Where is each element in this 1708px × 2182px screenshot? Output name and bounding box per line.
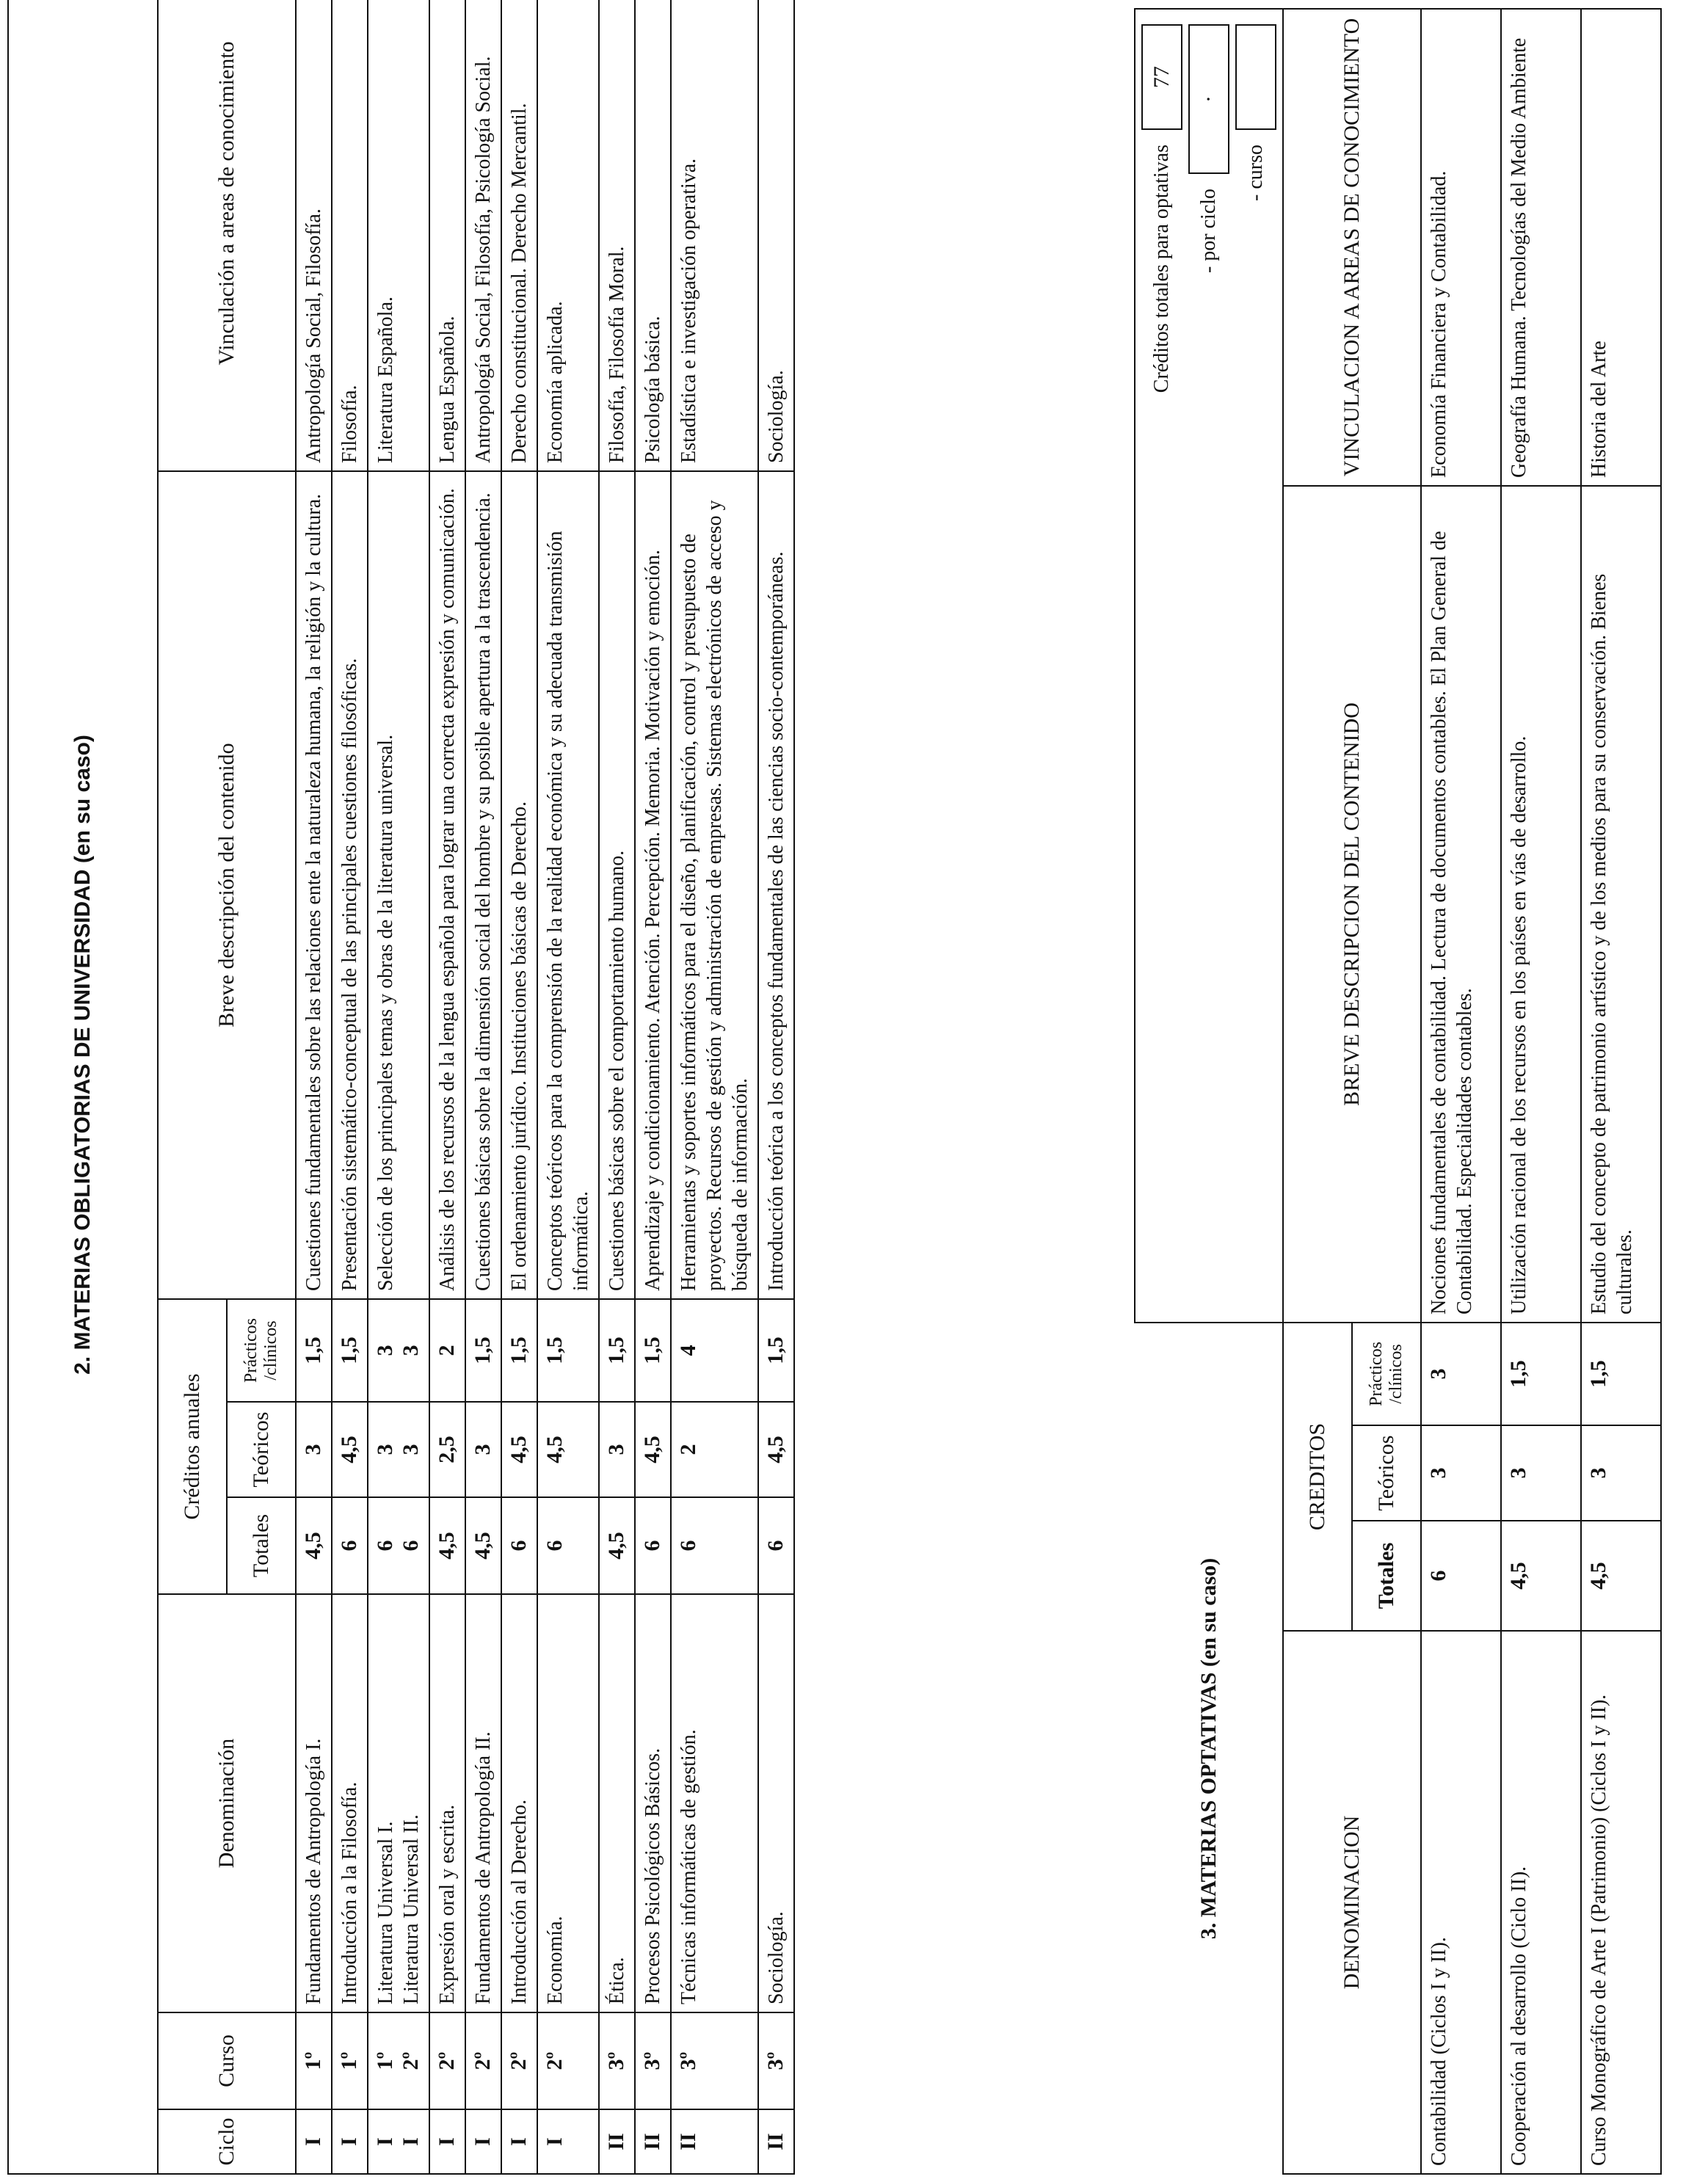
totales-value: 6 (399, 1540, 423, 1552)
totales-value: 6 (640, 1540, 664, 1552)
ciclo-value: I (435, 2137, 459, 2146)
cell-denominacion (635, 1594, 671, 2012)
cell-vinculacion: Derecho constitucional. Derecho Mercantil. (501, 0, 537, 471)
cell-practicos (501, 1299, 537, 1402)
cell-denominacion (332, 1594, 368, 2012)
cell-vinculacion: Literatura Española. (368, 0, 429, 471)
cell-curso (671, 2012, 758, 2109)
creditos-totales-value: 77 (1141, 24, 1182, 130)
cell-practicos (465, 1299, 501, 1402)
denominacion-value: Expresión oral y escrita. (436, 1804, 459, 2004)
cell-practicos (758, 1299, 794, 1402)
header-practicos: Prácticos /clínicos (227, 1299, 296, 1402)
opt-cell-practicos: 1,5 (1581, 1323, 1661, 1425)
cell-teoricos (368, 1402, 429, 1497)
teoricos-value: 4,5 (506, 1436, 531, 1463)
opt-cell-denominacion: Contabilidad (Ciclos I y II). (1421, 1631, 1501, 2174)
cell-denominacion (537, 1594, 599, 2012)
cell-teoricos (296, 1402, 332, 1497)
opt-cell-teoricos: 3 (1501, 1425, 1581, 1521)
opt-header-practicos: Prácticos /clínicos (1352, 1323, 1421, 1425)
cell-practicos (671, 1299, 758, 1402)
curso-value (1235, 24, 1276, 130)
cell-denominacion (296, 1594, 332, 2012)
cell-teoricos (599, 1402, 635, 1497)
cell-curso (368, 2012, 429, 2109)
creditos-optativas-box (1135, 9, 1283, 1323)
section-obligatorias (7, 10, 1097, 2175)
cell-denominacion (465, 1594, 501, 2012)
practicos-value: 3 (373, 1345, 397, 1356)
totales-value: 6 (506, 1540, 531, 1552)
table-row (758, 0, 794, 2174)
cell-ciclo (332, 2109, 368, 2174)
cell-descripcion: Cuestiones básicas sobre el comportamiento humano. (599, 471, 635, 1299)
cell-curso (296, 2012, 332, 2109)
totales-value: 4,5 (435, 1532, 459, 1560)
opt-cell-teoricos: 3 (1581, 1425, 1661, 1521)
opt-cell-practicos: 3 (1421, 1323, 1501, 1425)
totales-value: 6 (542, 1540, 567, 1552)
denominacion-value: Procesos Psicológicos Básicos. (642, 1748, 664, 2004)
denominacion-value: Ética. (606, 1957, 628, 2004)
ciclo-value: I (470, 2137, 495, 2146)
cell-vinculacion: Lengua Española. (429, 0, 465, 471)
ciclo-value: I (542, 2137, 567, 2146)
teoricos-value: 4,5 (763, 1436, 788, 1463)
cell-vinculacion: Antropología Social, Filosofía. (296, 0, 332, 471)
curso-value: 1º (337, 2051, 361, 2070)
opt-header-totales: Totales (1352, 1521, 1421, 1631)
cell-teoricos (465, 1402, 501, 1497)
cell-denominacion (671, 1594, 758, 2012)
por-ciclo-label: - por ciclo (1197, 188, 1220, 274)
teoricos-value: 3 (399, 1444, 423, 1455)
ciclo-value: I (373, 2137, 397, 2146)
ciclo-value: I (337, 2137, 361, 2146)
denominacion-value: Economía. (544, 1916, 567, 2004)
curso-value: 2º (399, 2051, 423, 2070)
optativas-body (1421, 9, 1661, 2174)
cell-totales (537, 1497, 599, 1594)
cell-totales (501, 1497, 537, 1594)
opt-cell-descripcion: Estudio del concepto de patrimonio artístico y de los medios para su conservación. Bienes culturales. (1581, 486, 1661, 1323)
teoricos-value: 2 (676, 1444, 700, 1455)
cell-descripcion: Herramientas y soportes informáticos para el diseño, planificación, control y presupuesto de proyectos. Recursos de gestión y administración de empresas. Sistemas electrónicos de acceso y búsqueda de información. (671, 471, 758, 1299)
cell-vinculacion: Antropología Social, Filosofía, Psicología Social. (465, 0, 501, 471)
cell-practicos (296, 1299, 332, 1402)
cell-descripcion: Aprendizaje y condicionamiento. Atención. Percepción. Memoria. Motivación y emoción. (635, 471, 671, 1299)
section2-title: 2. MATERIAS OBLIGATORIAS DE UNIVERSIDAD (en su caso) (8, 0, 158, 2174)
cell-teoricos (635, 1402, 671, 1497)
opt-cell-practicos: 1,5 (1501, 1323, 1581, 1425)
cell-vinculacion: Filosofía. (332, 0, 368, 471)
cell-curso (429, 2012, 465, 2109)
optativas-table (1134, 8, 1662, 2175)
cell-vinculacion: Filosofía, Filosofía Moral. (599, 0, 635, 471)
cell-ciclo (368, 2109, 429, 2174)
totales-value: 6 (373, 1540, 397, 1552)
practicos-value: 1,5 (604, 1337, 628, 1364)
header-teoricos: Teóricos (227, 1402, 296, 1497)
teoricos-value: 4,5 (640, 1436, 664, 1463)
cell-ciclo (296, 2109, 332, 2174)
curso-value: 2º (470, 2051, 495, 2070)
totales-value: 6 (763, 1540, 788, 1552)
cell-ciclo (758, 2109, 794, 2174)
curso-value: 2º (506, 2051, 531, 2070)
cell-curso (465, 2012, 501, 2109)
creditos-totales-label: Créditos totales para optativas (1150, 144, 1173, 393)
curso-label: - curso (1244, 144, 1267, 201)
denominacion-value: Fundamentos de Antropología II. (472, 1731, 495, 2004)
opt-cell-descripcion: Nociones fundamentales de contabilidad. Lectura de documentos contables. El Plan General de Contabilidad. Especialidades contables. (1421, 486, 1501, 1323)
cell-practicos (599, 1299, 635, 1402)
cell-descripcion: Cuestiones básicas sobre la dimensión social del hombre y su posible apertura a la trascendencia. (465, 471, 501, 1299)
denominacion-value: Literatura Universal I. (374, 1821, 397, 2004)
table-row (537, 0, 599, 2174)
obligatorias-body (296, 0, 794, 2174)
cell-curso (599, 2012, 635, 2109)
cell-vinculacion: Economía aplicada. (537, 0, 599, 471)
teoricos-value: 4,5 (542, 1436, 567, 1463)
table-row (332, 0, 368, 2174)
cell-teoricos (758, 1402, 794, 1497)
cell-ciclo (599, 2109, 635, 2174)
table-row (671, 0, 758, 2174)
header-curso: Curso (158, 2012, 296, 2109)
cell-totales (332, 1497, 368, 1594)
denominacion-value: Introducción al Derecho. (508, 1799, 531, 2004)
curso-value: 1º (301, 2051, 325, 2070)
cell-totales (635, 1497, 671, 1594)
table-row (296, 0, 332, 2174)
cell-descripcion: Análisis de los recursos de la lengua española para lograr una correcta expresión y comunicación. (429, 471, 465, 1299)
opt-cell-teoricos: 3 (1421, 1425, 1501, 1521)
table-row (635, 0, 671, 2174)
cell-denominacion (501, 1594, 537, 2012)
ciclo-value: II (640, 2133, 664, 2150)
table-row (368, 0, 429, 2174)
cell-curso (332, 2012, 368, 2109)
curso-value: 2º (542, 2051, 567, 2070)
ciclo-value: I (399, 2137, 423, 2146)
cell-practicos (635, 1299, 671, 1402)
curso-value: 2º (435, 2051, 459, 2070)
denominacion-value: Literatura Universal II. (400, 1814, 423, 2004)
cell-denominacion (758, 1594, 794, 2012)
cell-totales (758, 1497, 794, 1594)
opt-cell-descripcion: Utilización racional de los recursos en los países en vías de desarrollo. (1501, 486, 1581, 1323)
totales-value: 4,5 (301, 1532, 325, 1560)
practicos-value: 1,5 (337, 1337, 361, 1364)
cell-totales (429, 1497, 465, 1594)
denominacion-value: Introducción a la Filosofía. (338, 1781, 361, 2004)
cell-practicos (537, 1299, 599, 1402)
ciclo-value: I (506, 2137, 531, 2146)
cell-teoricos (671, 1402, 758, 1497)
totales-value: 6 (676, 1540, 700, 1552)
cell-totales (599, 1497, 635, 1594)
cell-descripcion: Introducción teórica a los conceptos fundamentales de las ciencias socio-contemporáneas. (758, 471, 794, 1299)
cell-ciclo (465, 2109, 501, 2174)
curso-value: 3º (763, 2051, 788, 2070)
totales-value: 6 (337, 1540, 361, 1552)
opt-cell-vinculacion: Geografía Humana. Tecnologías del Medio Ambiente (1501, 9, 1581, 486)
cell-denominacion (368, 1594, 429, 2012)
cell-teoricos (501, 1402, 537, 1497)
cell-curso (537, 2012, 599, 2109)
cell-teoricos (537, 1402, 599, 1497)
cell-curso (501, 2012, 537, 2109)
cell-ciclo (671, 2109, 758, 2174)
cell-curso (758, 2012, 794, 2109)
cell-curso (635, 2012, 671, 2109)
teoricos-value: 3 (604, 1444, 628, 1455)
opt-cell-denominacion: Curso Monográfico de Arte I (Patrimonio) (Ciclos I y II). (1581, 1631, 1661, 2174)
cell-descripcion: Presentación sistemático-conceptual de las principales cuestiones filosóficas. (332, 471, 368, 1299)
practicos-value: 1,5 (506, 1337, 531, 1364)
practicos-value: 1,5 (542, 1337, 567, 1364)
curso-value: 1º (373, 2051, 397, 2070)
curso-value: 3º (676, 2051, 700, 2070)
opt-cell-denominacion: Cooperación al desarrollo (Ciclo II). (1501, 1631, 1581, 2174)
cell-vinculacion: Sociología. (758, 0, 794, 471)
opt-header-descripcion: BREVE DESCRIPCION DEL CONTENIDO (1283, 486, 1421, 1323)
cell-totales (465, 1497, 501, 1594)
practicos-value: 4 (676, 1345, 700, 1356)
table-row (501, 0, 537, 2174)
curso-value: 3º (640, 2051, 664, 2070)
cell-teoricos (429, 1402, 465, 1497)
teoricos-value: 3 (470, 1444, 495, 1455)
header-ciclo: Ciclo (158, 2109, 296, 2174)
denominacion-value: Técnicas informáticas de gestión. (677, 1729, 700, 2004)
ciclo-value: I (301, 2137, 325, 2146)
opt-cell-vinculacion: Economía Financiera y Contabilidad. (1421, 9, 1501, 486)
section3-title: 3. MATERIAS OPTATIVAS (en su caso) (1196, 1557, 1221, 1940)
cell-teoricos (332, 1402, 368, 1497)
ciclo-value: II (676, 2133, 700, 2150)
section3-title-cell (1135, 1323, 1283, 2174)
ciclo-value: II (763, 2133, 788, 2150)
obligatorias-table (7, 0, 795, 2175)
cell-vinculacion: Estadística e investigación operativa. (671, 0, 758, 471)
cell-descripcion: El ordenamiento jurídico. Instituciones básicas de Derecho. (501, 471, 537, 1299)
cell-practicos (332, 1299, 368, 1402)
section-optativas (1134, 10, 1699, 2175)
practicos-value: 2 (435, 1345, 459, 1356)
cell-descripcion: Conceptos teóricos para la comprensión de la realidad económica y su adecuada transmisión informática. (537, 471, 599, 1299)
practicos-value: 1,5 (301, 1337, 325, 1364)
opt-cell-totales: 6 (1421, 1521, 1501, 1631)
header-descripcion: Breve descripción del contenido (158, 471, 296, 1299)
opt-cell-totales: 4,5 (1581, 1521, 1661, 1631)
practicos-value: 1,5 (640, 1337, 664, 1364)
denominacion-value: Sociología. (765, 1911, 788, 2004)
table-row (429, 0, 465, 2174)
table-row (465, 0, 501, 2174)
opt-header-teoricos: Teóricos (1352, 1425, 1421, 1521)
opt-cell-totales: 4,5 (1501, 1521, 1581, 1631)
teoricos-value: 4,5 (337, 1436, 361, 1463)
opt-header-creditos: CREDITOS (1283, 1323, 1352, 1631)
table-row (1581, 9, 1661, 2174)
cell-ciclo (429, 2109, 465, 2174)
cell-ciclo (501, 2109, 537, 2174)
cell-ciclo (537, 2109, 599, 2174)
ciclo-value: II (604, 2133, 628, 2150)
cell-totales (671, 1497, 758, 1594)
teoricos-value: 3 (373, 1444, 397, 1455)
cell-totales (296, 1497, 332, 1594)
totales-value: 4,5 (604, 1532, 628, 1560)
cell-practicos (368, 1299, 429, 1402)
cell-ciclo (635, 2109, 671, 2174)
header-denominacion: Denominación (158, 1594, 296, 2012)
header-creditos-anuales: Créditos anuales (158, 1299, 227, 1594)
curso-value: 3º (604, 2051, 628, 2070)
table-row (1421, 9, 1501, 2174)
cell-practicos (429, 1299, 465, 1402)
cell-denominacion (429, 1594, 465, 2012)
practicos-value: 3 (399, 1345, 423, 1356)
teoricos-value: 2,5 (435, 1436, 459, 1463)
teoricos-value: 3 (301, 1444, 325, 1455)
por-ciclo-value: · (1188, 24, 1229, 174)
header-totales: Totales (227, 1497, 296, 1594)
opt-cell-vinculacion: Historia del Arte (1581, 9, 1661, 486)
denominacion-value: Fundamentos de Antropología I. (302, 1738, 325, 2004)
header-vinculacion: Vinculación a areas de conocimiento (158, 0, 296, 471)
cell-vinculacion: Psicología básica. (635, 0, 671, 471)
totales-value: 4,5 (470, 1532, 495, 1560)
cell-descripcion: Selección de los principales temas y obras de la literatura universal. (368, 471, 429, 1299)
opt-header-denominacion: DENOMINACION (1283, 1631, 1421, 2174)
table-row (599, 0, 635, 2174)
cell-denominacion (599, 1594, 635, 2012)
opt-header-vinculacion: VINCULACION A AREAS DE CONOCIMIENTO (1283, 9, 1421, 486)
practicos-value: 1,5 (470, 1337, 495, 1364)
table-row (1501, 9, 1581, 2174)
practicos-value: 1,5 (763, 1337, 788, 1364)
cell-totales (368, 1497, 429, 1594)
cell-descripcion: Cuestiones fundamentales sobre las relaciones ente la naturaleza humana, la religión y la cultura. (296, 471, 332, 1299)
